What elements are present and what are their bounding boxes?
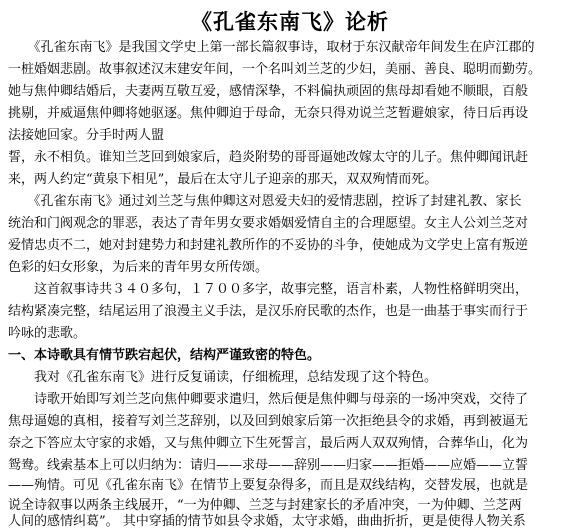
paragraph-line: 一桩婚姻悲剧。故事叙述汉末建安年间，一个名叫刘兰芝的少妇，美丽、善良、聪明而勤劳。 <box>8 62 542 77</box>
paragraph-line: 统治和门阀观念的罪恶，表达了青年男女要求婚姻爱情自主的合理愿望。女主人公刘兰芝对 <box>8 216 529 231</box>
paragraph-line: 挑剔，并威逼焦仲卿将她驱逐。焦仲卿迫于母命，无奈只得劝说兰芝暂避娘家，待日后再设 <box>8 106 529 121</box>
paragraph-line: 人间的感情纠葛”。 其中穿插的情节如县令求婚，太守求婚，曲曲折折，更是使得人物关系 <box>8 514 526 529</box>
paragraph-line: 说全诗叙事以两条主线展开，“一为仲卿、兰芝与封建家长的矛盾冲突，一为仲卿、兰芝两 <box>8 498 522 513</box>
document-title: 《孔雀东南飞》论析 <box>191 9 389 34</box>
paragraph-line: 法接她回家。分手时两人盟 <box>8 128 165 143</box>
paragraph-line: 鸳鸯。线索基本上可以归纳为：请归——求母——辞别——归家——拒婚——应婚——立誓 <box>8 458 529 473</box>
paragraph-line: 色彩的妇女形象，为后来的青年男女所传颂。 <box>8 260 269 275</box>
paragraph-line: 我对《孔雀东南飞》进行反复诵读，仔细梳理，总结发现了这个特色。 <box>8 370 438 385</box>
paragraph-line: 奈之下答应太守家的求婚，又与焦仲卿立下生死誓言，最后两人双双殉情，合葬华山，化为 <box>8 436 529 451</box>
paragraph-line: 誓，永不相负。谁知兰芝回到娘家后，趋炎附势的哥哥逼她改嫁太守的儿子。焦仲卿闻讯赶 <box>8 150 529 165</box>
paragraph-line: 结构紧凑完整，结尾运用了浪漫主义手法，是汉乐府民歌的杰作，也是一曲基于事实而行于 <box>8 304 529 319</box>
paragraph-line: 焦母逼媳的真相，接着写刘兰芝辞别，以及回到娘家后第一次拒绝县令的求婚，再到被逼无 <box>8 414 529 429</box>
paragraph-line: 《孔雀东南飞》是我国文学史上第一部长篇叙事诗，取材于东汉献帝年间发生在庐江郡的 <box>8 40 535 55</box>
paragraph-line: ——殉情。可见《孔雀东南飞》在情节上要复杂得多，而且是双线结构，交替发展，也就是 <box>8 478 529 493</box>
paragraph-line: 来，两人约定“黄泉下相见”，最后在太守儿子迎亲的那天，双双殉情而死。 <box>8 172 438 187</box>
paragraph-line: 《孔雀东南飞》通过刘兰芝与焦仲卿这对恩爱夫妇的爱情悲剧，控诉了封建礼教、家长 <box>8 194 522 209</box>
paragraph-line: 她与焦仲卿结婚后，夫妻两互敬互爱，感情深挚，不料偏执顽固的焦母却看她不顺眼，百般 <box>8 84 529 99</box>
paragraph-line: 吟咏的悲歌。 <box>8 326 87 341</box>
section-heading: 一、本诗歌具有情节跌宕起伏，结构严谨致密的特色。 <box>8 348 321 363</box>
paragraph-line: 爱情忠贞不二，她对封建势力和封建礼教所作的不妥协的斗争，使她成为文学史上富有叛逆 <box>8 238 529 253</box>
paragraph-line: 诗歌开始即写刘兰芝向焦仲卿要求遣归，然后便是焦仲卿与母亲的一场冲突戏，交待了 <box>8 392 529 407</box>
paragraph-line: 这首叙事诗共３４０多句，１７００多字，故事完整，语言朴素，人物性格鲜明突出， <box>8 282 529 297</box>
